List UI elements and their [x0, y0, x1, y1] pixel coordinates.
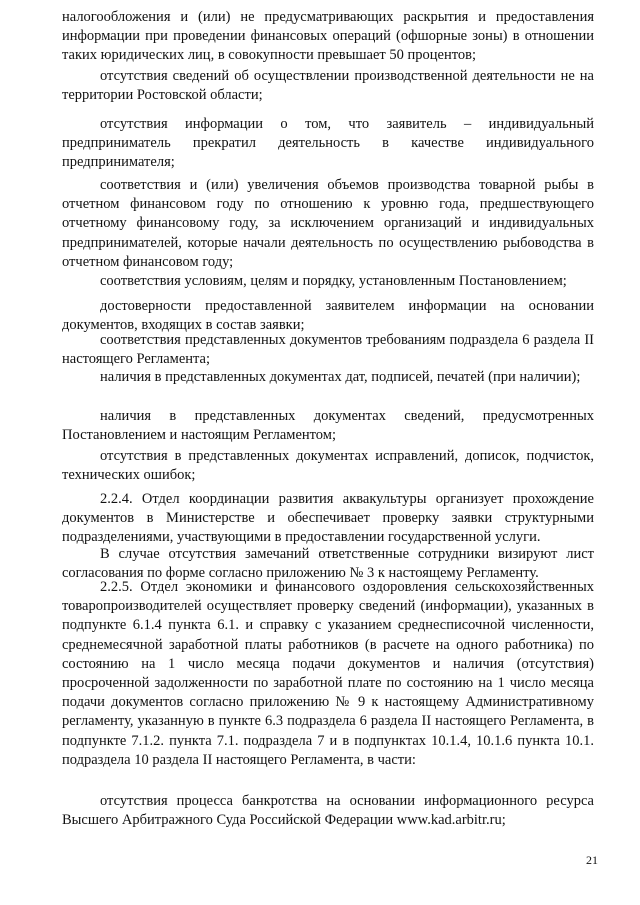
paragraph-documents-requirements: соответствия представленных документов требованиям подраздела 6 раздела II настоящего Регламента;	[62, 332, 594, 368]
paragraph-entrepreneur-status: отсутствия информации о том, что заявитель – индивидуальный предприниматель прекратил деятельность в качестве индивидуального предпринимателя;	[62, 116, 594, 171]
paragraph-no-corrections: отсутствия в представленных документах исправлений, дописок, подчисток, технических ошибок;	[62, 448, 594, 484]
paragraph-approval-sheet: В случае отсутствия замечаний ответственные сотрудники визируют лист согласования по форме согласно приложению № 3 к настоящему Регламенту.	[62, 546, 594, 582]
paragraph-offshore-continuation: налогообложения и (или) не предусматривающих раскрытия и предоставления информации при проведении финансовых операций (офшорные зоны) в отношении таких юридических лиц, в совокупности превышает 50 процентов;	[62, 9, 594, 64]
paragraph-conditions-compliance: соответствия условиям, целям и порядку, установленным Постановлением;	[100, 273, 567, 289]
paragraph-2-2-4: 2.2.4. Отдел координации развития аквакультуры организует прохождение документов в Министерстве и обеспечивает проверку заявки структурными подразделениями, участвующими в предоставлении государственной услуги.	[62, 491, 594, 546]
paragraph-information-reliability: достоверности предоставленной заявителем информации на основании документов, входящих в состав заявки;	[62, 298, 594, 334]
paragraph-required-information: наличия в представленных документах сведений, предусмотренных Постановлением и настоящим Регламентом;	[62, 408, 594, 444]
paragraph-fish-production: соответствия и (или) увеличения объемов производства товарной рыбы в отчетном финансовом году по отношению к уровню года, предшествующего отчетному финансовому году, за исключением организаций и индивидуальных предпринимателей, которые начали деятельность по осуществлению рыбоводства в отчетном финансовом году;	[62, 177, 594, 270]
paragraph-bankruptcy-check: отсутствия процесса банкротства на основании информационного ресурса Высшего Арбитражного Суда Российской Федерации www.kad.arbitr.ru;	[62, 793, 594, 829]
paragraph-2-2-5: 2.2.5. Отдел экономики и финансового оздоровления сельскохозяйственных товаропроизводителей осуществляет проверку сведений (информации), указанных в подпункте 6.1.4 пункта 6.1. и справку с указанием среднесписочной численности, среднемесячной заработной платы работников (в расчете на одного работника) по состоянию на 1 число месяца подачи документов и наличия (отсутствия) просроченной задолженности по заработной плате по состоянию на 1 число месяца подачи документов согласно приложению № 9 к настоящему Административному регламенту, указанную в пункте 6.3 подраздела 6 раздела II настоящего Регламента, в подпункте 7.1.2. пункта 7.1. подраздела 7 и в подпунктах 10.1.4, 10.1.6 пункта 10.1. подраздела 10 раздела II настоящего Регламента, в части:	[62, 579, 594, 768]
paragraph-production-activity: отсутствия сведений об осуществлении производственной деятельности не на территории Ростовской области;	[62, 68, 594, 104]
paragraph-dates-signatures: наличия в представленных документах дат, подписей, печатей (при наличии);	[100, 369, 581, 385]
page-number: 21	[586, 853, 598, 867]
